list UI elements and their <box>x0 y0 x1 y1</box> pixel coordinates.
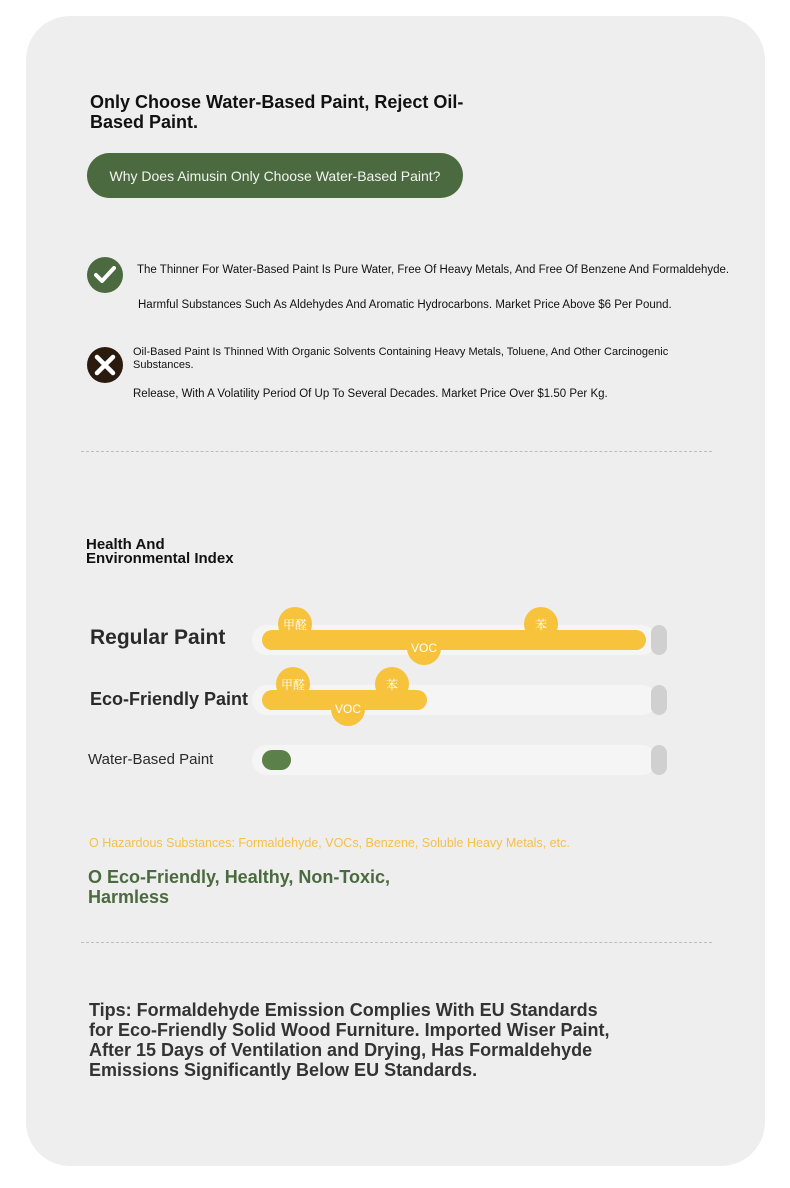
water-paint-bar <box>262 750 291 770</box>
eco-legend: O Eco-Friendly, Healthy, Non-Toxic, Harmless <box>88 867 391 907</box>
tips-text: Tips: Formaldehyde Emission Complies With EU Standards for Eco-Friendly Solid Wood Furniture. Imported Wiser Paint, After 15 Days of Ventilation and Drying, Has Formaldehyde Emissions Significantly Below EU Standards. <box>89 1000 610 1080</box>
benzene-marker: 苯 <box>524 607 558 641</box>
page-title: Only Choose Water-Based Paint, Reject Oil-Based Paint. <box>90 92 464 132</box>
x-icon <box>87 347 123 383</box>
regular-paint-bar <box>262 630 646 650</box>
check-icon <box>87 257 123 293</box>
index-title: Health And Environmental Index <box>86 536 234 567</box>
oil-paint-fact-2: Release, With A Volatility Period Of Up To Several Decades. Market Price Over $1.50 Per Kg. <box>133 388 608 400</box>
track-end-cap <box>651 745 667 775</box>
benzene-marker: 苯 <box>375 667 409 701</box>
water-paint-fact-1: The Thinner For Water-Based Paint Is Pure Water, Free Of Heavy Metals, And Free Of Benzene And Formaldehyde. <box>137 264 730 276</box>
oil-paint-fact-1: Oil-Based Paint Is Thinned With Organic Solvents Containing Heavy Metals, Toluene, And Other Carcinogenic Substances. <box>133 346 669 371</box>
water-paint-label: Water-Based Paint <box>88 751 214 768</box>
hazard-legend: O Hazardous Substances: Formaldehyde, VOCs, Benzene, Soluble Heavy Metals, etc. <box>89 836 570 850</box>
regular-paint-label: Regular Paint <box>90 626 226 649</box>
water-paint-fact-2: Harmful Substances Such As Aldehydes And Aromatic Hydrocarbons. Market Price Above $6 Per Pound. <box>138 299 672 311</box>
track-end-cap <box>651 625 667 655</box>
water-paint-track <box>252 745 657 775</box>
eco-paint-label: Eco-Friendly Paint <box>90 689 249 709</box>
voc-marker: VOC <box>407 631 441 665</box>
track-end-cap <box>651 685 667 715</box>
section-divider <box>81 942 712 943</box>
formaldehyde-marker: 甲醛 <box>276 667 310 701</box>
section-divider <box>81 451 712 452</box>
voc-marker: VOC <box>331 692 365 726</box>
why-water-based-button[interactable]: Why Does Aimusin Only Choose Water-Based Paint? <box>87 153 463 198</box>
formaldehyde-marker: 甲醛 <box>278 607 312 641</box>
